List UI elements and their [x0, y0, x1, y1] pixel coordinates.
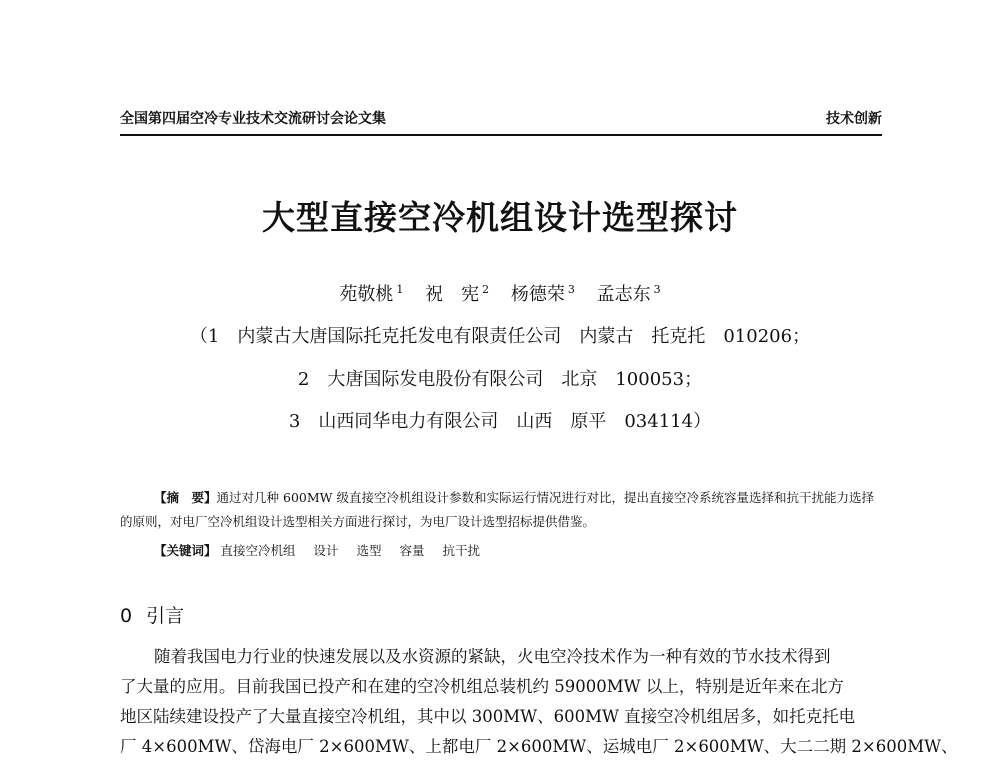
author-list	[0, 280, 1000, 306]
author: 祝 宪 $^2$	[425, 283, 490, 305]
author: 杨德荣 $^3$	[510, 283, 575, 305]
header-section-label: 技术创新	[826, 111, 882, 127]
header-journal-title: 全国第四届空冷专业技术交流研讨会论文集	[120, 111, 386, 127]
body-text	[120, 642, 958, 762]
keywords	[154, 541, 494, 559]
affiliation-3: 3 山西同华电力有限公司 山西 原平 034114）	[288, 411, 712, 432]
abstract-label: 【摘 要】	[154, 490, 217, 505]
keyword: 直接空冷机组	[220, 543, 296, 558]
section-number: 0	[120, 605, 133, 627]
keyword: 容量	[399, 543, 425, 558]
body-line: 了大量的应用。目前我国已投产和在建的空冷机组总装机约 59000MW 以上，特别是近年来在北方	[120, 677, 844, 696]
running-header	[120, 108, 882, 136]
section-heading	[120, 601, 184, 628]
body-line: 随着我国电力行业的快速发展以及水资源的紧缺，火电空冷技术作为一种有效的节水技术得到	[154, 647, 831, 666]
abstract	[120, 486, 885, 534]
abstract-text: 通过对几种 600MW 级直接空冷机组设计参数和实际运行情况进行对比，提出直接空冷系统容量选择和抗干扰能力选择的原则，对电厂空冷机组设计选型相关方面进行探讨，为电厂设计选型招标提供借鉴。	[120, 490, 874, 529]
section-title: 引言	[146, 605, 185, 627]
keywords-label: 【关键词】	[154, 543, 217, 558]
author: 苑敬桃 $^1$	[339, 283, 404, 305]
paper-title: 大型直接空冷机组设计选型探讨	[262, 198, 738, 237]
keyword: 抗干扰	[442, 543, 481, 558]
body-line: 厂 4×600MW、岱海电厂 2×600MW、上都电厂 2×600MW、运城电厂 2×600MW、大二二期 2×600MW、	[120, 737, 958, 756]
body-line: 地区陆续建设投产了大量直接空冷机组，其中以 300MW、600MW 直接空冷机组居多，如托克托电	[120, 707, 856, 726]
affiliation-2: 2 大唐国际发电股份有限公司 北京 100053；	[297, 369, 703, 390]
keyword: 选型	[356, 543, 382, 558]
author: 孟志东 $^3$	[596, 283, 661, 305]
keyword: 设计	[313, 543, 339, 558]
affiliation-1: （1 内蒙古大唐国际托克托发电有限责任公司 内蒙古 托克托 010206；	[189, 326, 811, 347]
